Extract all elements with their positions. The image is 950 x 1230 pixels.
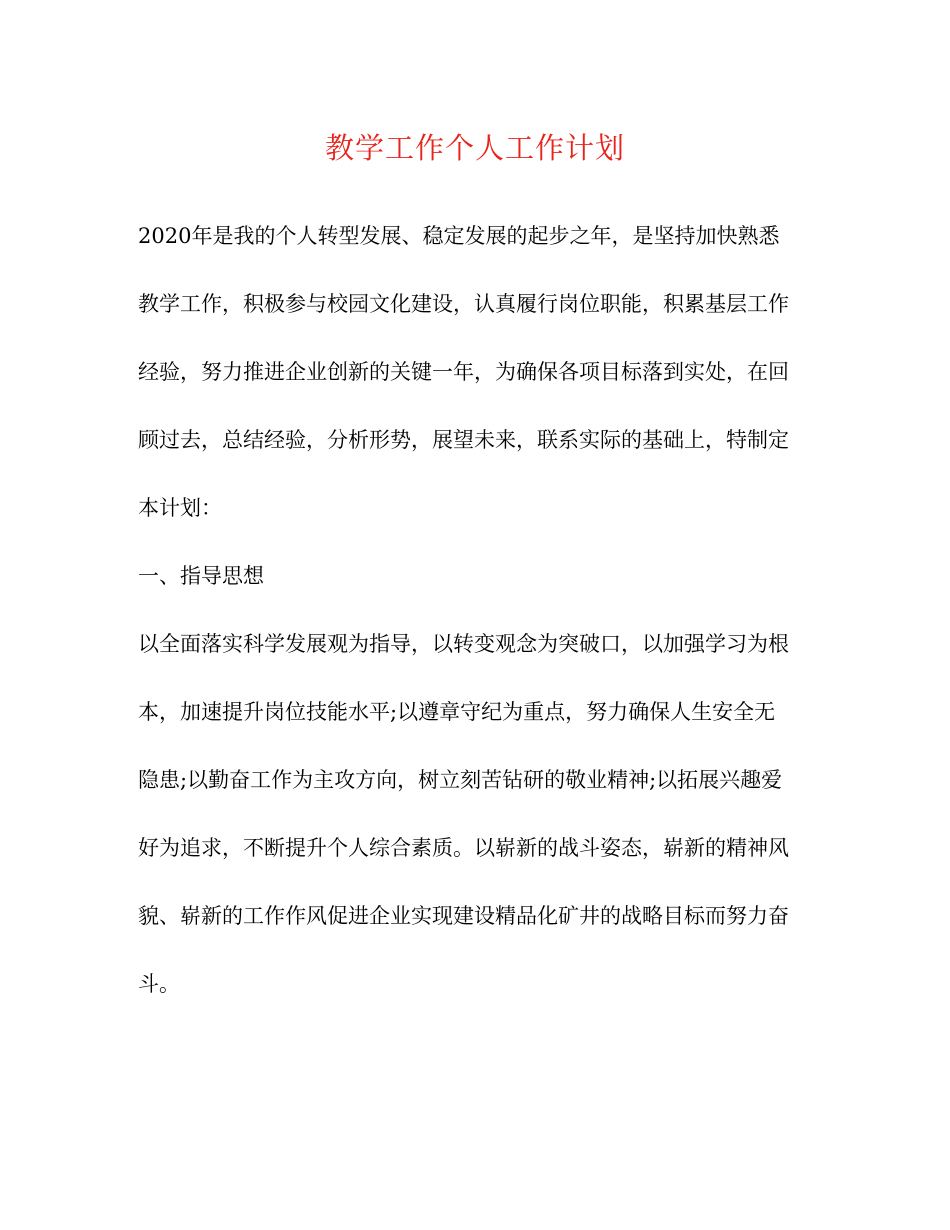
paragraph-line-2: 教学工作，积极参与校园文化建设，认真履行岗位职能，积累基层工作 — [138, 292, 789, 316]
document-body — [138, 210, 822, 1026]
document-title: 教学工作个人工作计划 — [324, 131, 625, 165]
paragraph-line-10: 好为追求，不断提升个人综合素质。以崭新的战斗姿态，崭新的精神风 — [138, 836, 789, 860]
paragraph-line-7: 以全面落实科学发展观为指导，以转变观念为突破口，以加强学习为根 — [138, 632, 789, 656]
paragraph-line-12: 斗。 — [138, 972, 180, 996]
paragraph-line-5: 本计划： — [138, 496, 222, 520]
paragraph-line-4: 顾过去，总结经验，分析形势，展望未来，联系实际的基础上，特制定 — [138, 428, 789, 452]
paragraph-line-9: 隐患;以勤奋工作为主攻方向，树立刻苦钻研的敬业精神;以拓展兴趣爱 — [138, 768, 783, 792]
paragraph-line-1: 2020年是我的个人转型发展、稳定发展的起步之年，是坚持加快熟悉 — [138, 224, 780, 248]
paragraph-line-8: 本，加速提升岗位技能水平;以遵章守纪为重点，努力确保人生安全无 — [138, 700, 776, 724]
paragraph-line-11: 貌、崭新的工作作风促进企业实现建设精品化矿井的战略目标而努力奋 — [138, 904, 789, 928]
paragraph-line-3: 经验，努力推进企业创新的关键一年，为确保各项目标落到实处，在回 — [138, 360, 789, 384]
section-heading: 一、指导思想 — [138, 564, 264, 588]
